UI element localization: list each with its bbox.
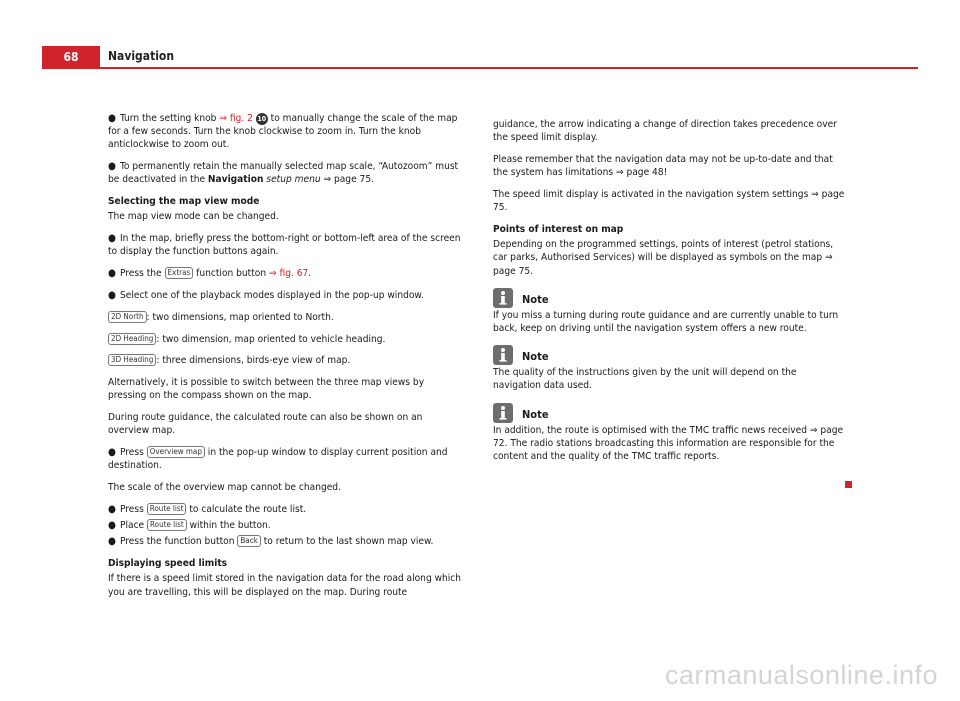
figure-link[interactable]: ⇒ fig. 2 bbox=[219, 113, 253, 124]
left-column bbox=[108, 112, 464, 607]
paragraph: The speed limit display is activated in the navigation system settings ⇒ page 75. bbox=[493, 189, 845, 214]
2d-heading-key: 2D Heading bbox=[108, 333, 156, 345]
paragraph: During route guidance, the calculated route can also be shown on an overview map. bbox=[108, 412, 423, 437]
paragraph: Alternatively, it is possible to switch between the three map views by pressing on the compass shown on the map. bbox=[108, 377, 425, 402]
3d-heading-key: 3D Heading bbox=[108, 354, 156, 366]
note-text: The quality of the instructions given by the unit will depend on the navigation data used. bbox=[493, 367, 797, 392]
note-header: Note bbox=[493, 403, 845, 423]
paragraph: guidance, the arrow indicating a change of direction takes precedence over the speed limit display. bbox=[493, 119, 837, 144]
mode-item: 3D Heading : three dimensions, birds-eye view of map. bbox=[108, 354, 464, 367]
paragraph: Please remember that the navigation data may not be up-to-date and that the system has limitations ⇒ page 48! bbox=[493, 154, 833, 179]
note-header: Note bbox=[493, 288, 845, 308]
note-header: Note bbox=[493, 345, 845, 365]
note-icon bbox=[493, 345, 513, 365]
list-item: ● Press the Extras function button ⇒ fig. 67. bbox=[108, 268, 312, 280]
list-item: ● To permanently retain the manually selected map scale, “Autozoom” must be deactivated in the Navigation setup menu ⇒ page 75. bbox=[108, 161, 459, 186]
list-item: ● Press Route list to calculate the route list. bbox=[108, 503, 307, 515]
note-icon bbox=[493, 403, 513, 423]
page-number: 68 bbox=[42, 46, 100, 67]
overview-map-key: Overview map bbox=[147, 446, 205, 458]
paragraph: The scale of the overview map cannot be changed. bbox=[108, 482, 341, 494]
watermark: carmanualsonline.info bbox=[664, 660, 938, 690]
list-item: ● In the map, briefly press the bottom-right or bottom-left area of the screen to display the function buttons again. bbox=[108, 233, 461, 258]
section-heading: Points of interest on map bbox=[493, 224, 624, 235]
callout-number-icon: 10 bbox=[257, 115, 267, 123]
figure-link[interactable]: ⇒ fig. 67 bbox=[268, 268, 309, 280]
note-text: If you miss a turning during route guidance and are currently unable to turn back, keep on driving until the navigation system offers a new route. bbox=[493, 309, 839, 335]
section-heading: Selecting the map view mode bbox=[108, 196, 260, 208]
route-list-key: Route list bbox=[147, 519, 187, 531]
mode-item: 2D North : two dimensions, map oriented to North. bbox=[108, 311, 464, 324]
paragraph: If there is a speed limit stored in the navigation data for the road along which you are travelling, this will be displayed on the map. During route bbox=[108, 573, 462, 598]
section-end-marker bbox=[845, 481, 852, 488]
list-item: ● Press the function button Back to return to the last shown map view. bbox=[108, 536, 434, 548]
list-item: ● Turn the setting knob ⇒ fig. 2 10 to manually change the scale of the map for a few seconds. Turn the knob clockwise to zoom in. Turn the knob anticlockwise to zoom out. bbox=[108, 113, 458, 151]
route-list-key: Route list bbox=[147, 503, 187, 515]
paragraph: Depending on the programmed settings, points of interest (petrol stations, car parks, Authorised Services) will be displayed as symbols on the map ⇒ page 75. bbox=[493, 239, 834, 277]
note-icon bbox=[493, 288, 513, 308]
list-item: ● Select one of the playback modes displayed in the pop-up window. bbox=[108, 290, 424, 301]
section-heading: Displaying speed limits bbox=[108, 558, 228, 570]
page-title: Navigation bbox=[108, 49, 175, 63]
extras-key: Extras bbox=[165, 267, 194, 279]
2d-north-key: 2D North bbox=[108, 311, 147, 323]
list-item: ● Press Overview map in the pop-up window to display current position and destination. bbox=[108, 447, 448, 472]
right-column bbox=[493, 118, 845, 472]
list-item: ● Place Route list within the button. bbox=[108, 520, 271, 532]
paragraph: The map view mode can be changed. bbox=[108, 211, 279, 223]
note-text: In addition, the route is optimised with the TMC traffic news received ⇒ page 72. The radio stations broadcasting this information are responsible for the content and the quality of the TMC traffic reports. bbox=[493, 424, 844, 463]
mode-item: 2D Heading : two dimension, map oriented to vehicle heading. bbox=[108, 333, 464, 346]
back-key: Back bbox=[237, 535, 260, 547]
